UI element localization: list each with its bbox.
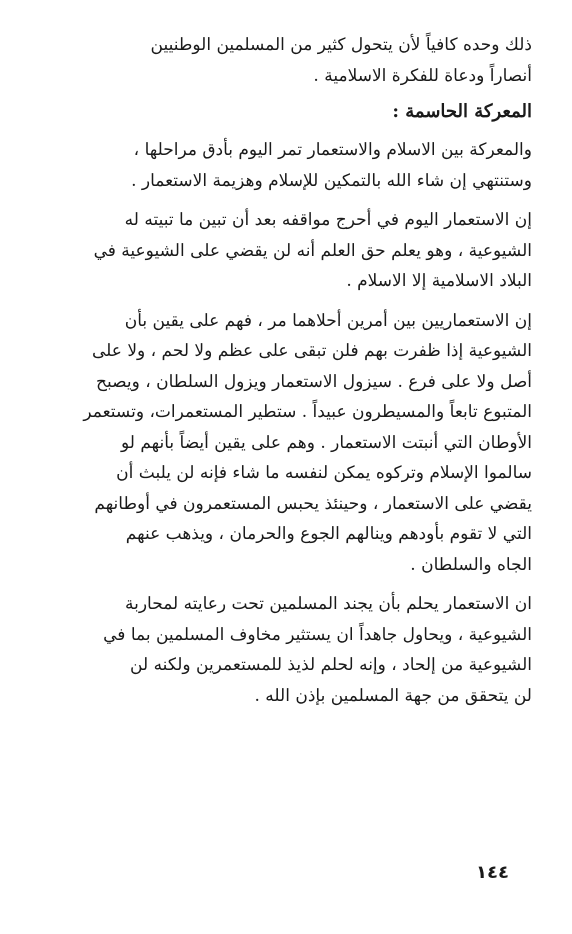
page-body [40, 30, 532, 711]
text-line: المتبوع تابعاً والمسيطرون عبيداً . ستطير المستعمرات، وتستعمر [83, 402, 532, 422]
text-line: الشيوعية ، وهو يعلم حق العلم أنه لن يقضي على الشيوعية في [93, 240, 532, 261]
text-line: ذلك وحده كافياً لأن يتحول كثير من المسلمين الوطنيين [150, 35, 532, 55]
text-line: التي لا تقوم بأودهم وينالهم الجوع والحرمان ، ويذهب عنهم [125, 524, 532, 544]
paragraph-1 [40, 135, 532, 196]
text-line: الشيوعية إذا ظفرت بهم فلن تبقى على عظم ولا لحم ، ولا على [92, 341, 532, 361]
paragraph-3 [40, 306, 532, 581]
text-line: ان الاستعمار يحلم بأن يجند المسلمين تحت رعايته لمحاربة [125, 594, 532, 614]
text-line: وستنتهي إن شاء الله بالتمكين للإسلام وهزيمة الاستعمار . [131, 170, 532, 191]
text-line: يقضي على الاستعمار ، وحينئذ يحبس المستعمرون في أوطانهم [94, 493, 532, 514]
text-line: سالموا الإسلام وتركوه يمكن لنفسه ما شاء فإنه لن يلبث أن [116, 463, 532, 483]
intro-paragraph [40, 30, 532, 91]
text-line: الشيوعية من إلحاد ، وإنه لحلم لذيذ للمستعمرين ولكنه لن [130, 655, 532, 675]
text-line: إن الاستعمار اليوم في أحرج مواقفه بعد أن تبين ما تبيته له [124, 210, 532, 230]
page-number: ١٤٤ [476, 862, 509, 883]
section-heading: المعركة الحاسمة : [392, 101, 532, 122]
text-line: أنصاراً ودعاة للفكرة الاسلامية . [313, 65, 532, 86]
text-line: البلاد الاسلامية إلا الاسلام . [346, 271, 532, 291]
text-line: الأوطان التي أنبتت الاستعمار . وهم على يقين أيضاً بأنهم لو [120, 432, 532, 453]
paragraph-4 [40, 589, 532, 711]
text-line: الشيوعية ، ويحاول جاهداً ان يستثير مخاوف المسلمين بما في [103, 624, 532, 645]
paragraph-2 [40, 205, 532, 297]
text-line: أصل ولا على فرع . سيزول الاستعمار ويزول السلطان ، ويصبح [96, 371, 532, 392]
text-line: الجاه والسلطان . [410, 554, 532, 575]
text-line: إن الاستعماريين بين أمرين أحلاهما مر ، فهم على يقين بأن [124, 310, 532, 331]
text-line: والمعركة بين الاسلام والاستعمار تمر اليوم بأدق مراحلها ، [133, 140, 532, 160]
text-line: لن يتحقق من جهة المسلمين بإذن الله . [254, 685, 532, 706]
